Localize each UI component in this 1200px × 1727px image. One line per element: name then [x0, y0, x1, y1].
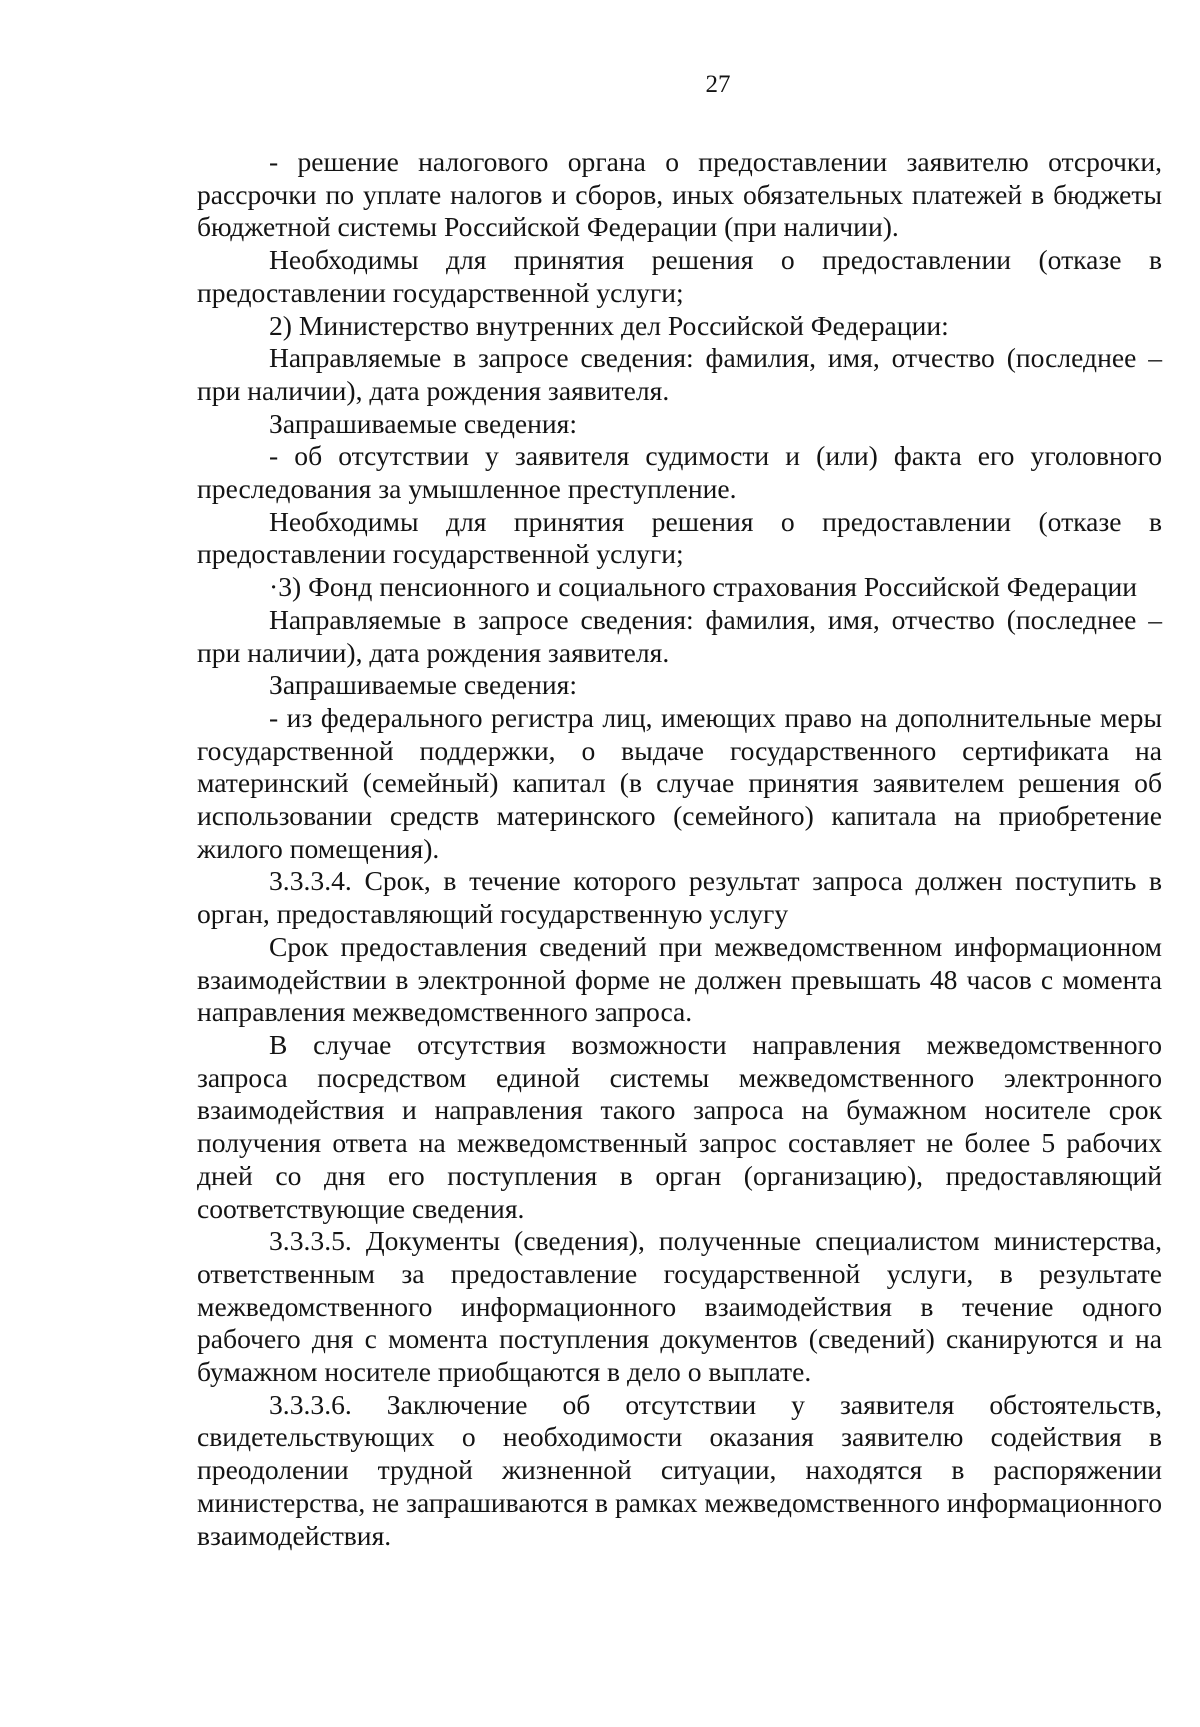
paragraph-3-3-3-4: 3.3.3.4. Срок, в течение которого результат запроса должен поступить в орган, предоставляющий государственную услугу: [197, 865, 1162, 930]
paragraph-fund-heading: ·3) Фонд пенсионного и социального страхования Российской Федерации: [269, 571, 1138, 603]
paragraph-fund-request-fields: Направляемые в запросе сведения: фамилия, имя, отчество (последнее – при наличии), дата рождения заявителя.: [197, 603, 1162, 668]
paragraph-requested-info-1: Запрашиваемые сведения:: [269, 407, 578, 439]
paragraph-mvd-heading: 2) Министерство внутренних дел Российской Федерации:: [269, 309, 949, 341]
paragraph-3-3-3-5: 3.3.3.5. Документы (сведения), полученные специалистом министерства, ответственным за предоставление государственной услуги, в результате межведомственного информационного взаимодействия в течение одного рабочего дня с момента поступления документов (сведений) сканируются и на бумажном носителе приобщаются в дело о выплате.: [197, 1225, 1162, 1388]
paragraph-48-hours: Срок предоставления сведений при межведомственном информационном взаимодействии в электронной форме не должен превышать 48 часов с момента направления межведомственного запроса.: [197, 930, 1162, 1028]
paragraph-tax-decision: - решение налогового органа о предоставлении заявителю отсрочки, рассрочки по уплате налогов и сборов, иных обязательных платежей в бюджеты бюджетной системы Российской Федерации (при наличии).: [197, 146, 1162, 243]
paragraph-maternity-capital: - из федерального регистра лиц, имеющих право на дополнительные меры государственной поддержки, о выдаче государственного сертификата на материнский (семейный) капитал (в случае принятия заявителем решения об использовании средств материнского (семейного) капитала на приобретение жилого помещения).: [197, 701, 1162, 864]
paragraph-requested-info-2: Запрашиваемые сведения:: [269, 669, 578, 701]
page-number: 27: [705, 71, 731, 98]
paragraph-criminal-record: - об отсутствии у заявителя судимости и (или) факта его уголовного преследования за умышленное преступление.: [197, 440, 1162, 505]
paragraph-3-3-3-6: 3.3.3.6. Заключение об отсутствии у заявителя обстоятельств, свидетельствующих о необходимости оказания заявителю содействия в преодолении трудной жизненной ситуации, находятся в распоряжении министерства, не запрашиваются в рамках межведомственного информационного взаимодействия.: [197, 1388, 1162, 1551]
paragraph-mvd-request-fields: Направляемые в запросе сведения: фамилия, имя, отчество (последнее – при наличии), дата рождения заявителя.: [197, 342, 1162, 406]
paragraph-necessity-1: Необходимы для принятия решения о предоставлении (отказе в предоставлении государственной услуги;: [197, 244, 1162, 308]
paragraph-necessity-2: Необходимы для принятия решения о предоставлении (отказе в предоставлении государственной услуги;: [197, 505, 1162, 570]
document-body: [197, 146, 1162, 1552]
paragraph-paper-request: В случае отсутствия возможности направления межведомственного запроса посредством единой системы межведомственного электронного взаимодействия и направления такого запроса на бумажном носителе срок получения ответа на межведомственный запрос составляет не более 5 рабочих дней со дня его поступления в орган (организацию), предоставляющий соответствующие сведения.: [197, 1028, 1162, 1224]
